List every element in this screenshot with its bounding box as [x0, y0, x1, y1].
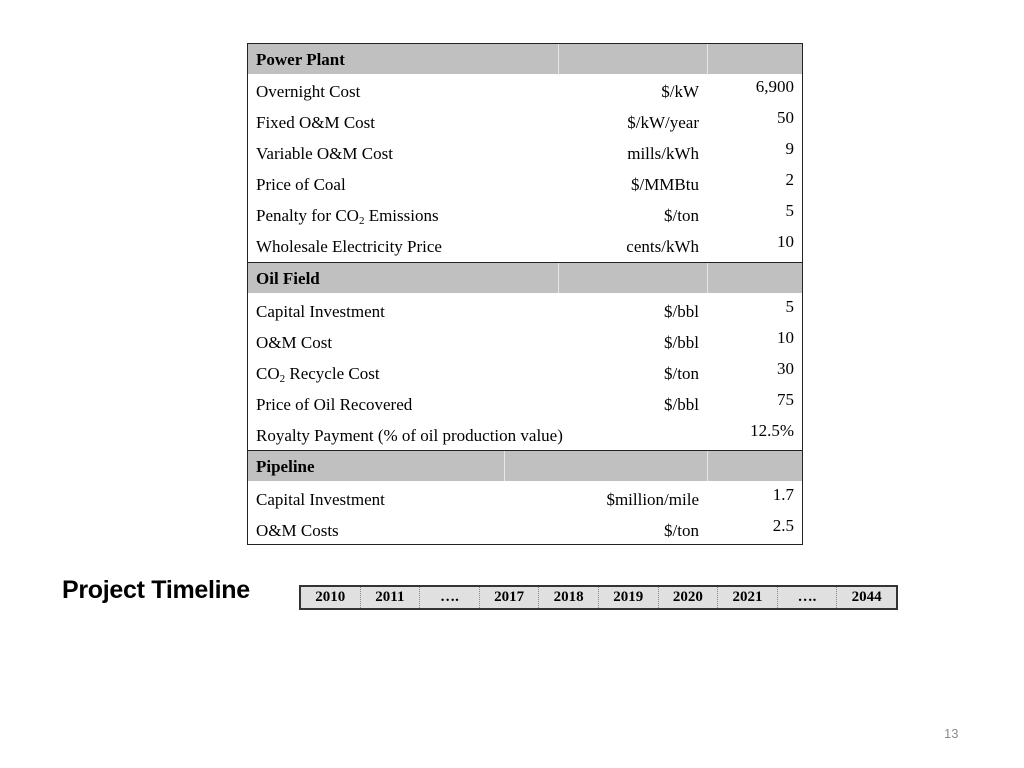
- table-row: [248, 418, 802, 449]
- table-row: [248, 136, 802, 167]
- row-unit: mills/kWh: [627, 144, 699, 163]
- label-text: Penalty for CO: [256, 206, 359, 225]
- row-unit: $/kW: [661, 82, 699, 101]
- header-divider: [504, 451, 505, 481]
- row-unit: $/ton: [664, 206, 699, 225]
- row-label: O&M Cost: [256, 333, 333, 352]
- section-header-pipeline: [248, 450, 802, 481]
- table-row: [248, 513, 802, 544]
- row-label: O&M Costs: [256, 521, 339, 540]
- section-title: Power Plant: [256, 50, 345, 69]
- timeline-title: Project Timeline: [62, 576, 250, 604]
- row-value: 30: [777, 359, 794, 378]
- timeline-year: 2017: [480, 587, 540, 608]
- header-divider: [707, 263, 708, 293]
- timeline-year: 2019: [599, 587, 659, 608]
- table-row: [248, 387, 802, 418]
- row-unit: $/ton: [664, 521, 699, 540]
- label-text: CO: [256, 364, 280, 383]
- section-header-power-plant: [248, 44, 802, 74]
- row-unit: $million/mile: [606, 490, 699, 509]
- row-label: Capital Investment: [256, 490, 385, 509]
- subscript: 2: [358, 215, 365, 227]
- row-label: Price of Oil Recovered: [256, 395, 413, 414]
- row-unit: $/ton: [664, 364, 699, 383]
- row-unit: $/bbl: [664, 333, 699, 352]
- table-row: [248, 356, 802, 387]
- row-label: [256, 364, 380, 384]
- row-value: 1.7: [772, 485, 794, 504]
- row-value: 50: [777, 108, 794, 127]
- timeline-ellipsis: ….: [420, 587, 480, 608]
- table-row: [248, 198, 802, 229]
- table-row: [248, 74, 802, 105]
- project-timeline-bar: [299, 585, 898, 610]
- row-label: Variable O&M Cost: [256, 144, 393, 163]
- row-value: 10: [777, 232, 794, 251]
- row-unit: $/bbl: [664, 395, 699, 414]
- timeline-year: 2021: [718, 587, 778, 608]
- row-label: [256, 206, 439, 226]
- row-label: Wholesale Electricity Price: [256, 237, 442, 256]
- row-value: 5: [785, 297, 794, 316]
- row-value: 12.5%: [750, 421, 794, 440]
- timeline-year: 2010: [301, 587, 361, 608]
- row-unit: $/bbl: [664, 302, 699, 321]
- header-divider: [707, 451, 708, 481]
- header-divider: [558, 263, 559, 293]
- table-row: [248, 105, 802, 136]
- section-header-oil-field: [248, 262, 802, 293]
- table-row: [248, 167, 802, 198]
- row-value: 5: [785, 201, 794, 220]
- row-label: Royalty Payment (% of oil production value): [256, 426, 563, 445]
- timeline-year: 2011: [361, 587, 421, 608]
- cost-assumptions-table: [247, 43, 803, 545]
- row-label: Overnight Cost: [256, 82, 361, 101]
- table-row: [248, 294, 802, 325]
- header-divider: [558, 44, 559, 74]
- timeline-ellipsis: ….: [778, 587, 838, 608]
- row-value: 2.5: [772, 516, 794, 535]
- row-value: 10: [777, 328, 794, 347]
- label-text: Recycle Cost: [285, 364, 380, 383]
- row-value: 6,900: [755, 77, 794, 96]
- row-label: Fixed O&M Cost: [256, 113, 376, 132]
- subscript: 2: [279, 373, 286, 385]
- row-value: 2: [785, 170, 794, 189]
- row-value: 9: [785, 139, 794, 158]
- timeline-year: 2018: [539, 587, 599, 608]
- timeline-year: 2020: [659, 587, 719, 608]
- table-row: [248, 325, 802, 356]
- table-row: [248, 229, 802, 260]
- timeline-year: 2044: [851, 589, 882, 605]
- row-label: Price of Coal: [256, 175, 346, 194]
- label-text: Emissions: [364, 206, 439, 225]
- header-divider: [707, 44, 708, 74]
- page-number: 13: [944, 726, 959, 741]
- table-row: [248, 482, 802, 513]
- row-unit: cents/kWh: [626, 237, 699, 256]
- section-title: Pipeline: [256, 457, 315, 476]
- section-title: Oil Field: [256, 269, 320, 288]
- row-unit: $/kW/year: [627, 113, 699, 132]
- row-value: 75: [777, 390, 794, 409]
- row-unit: $/MMBtu: [630, 175, 699, 194]
- row-label: Capital Investment: [256, 302, 385, 321]
